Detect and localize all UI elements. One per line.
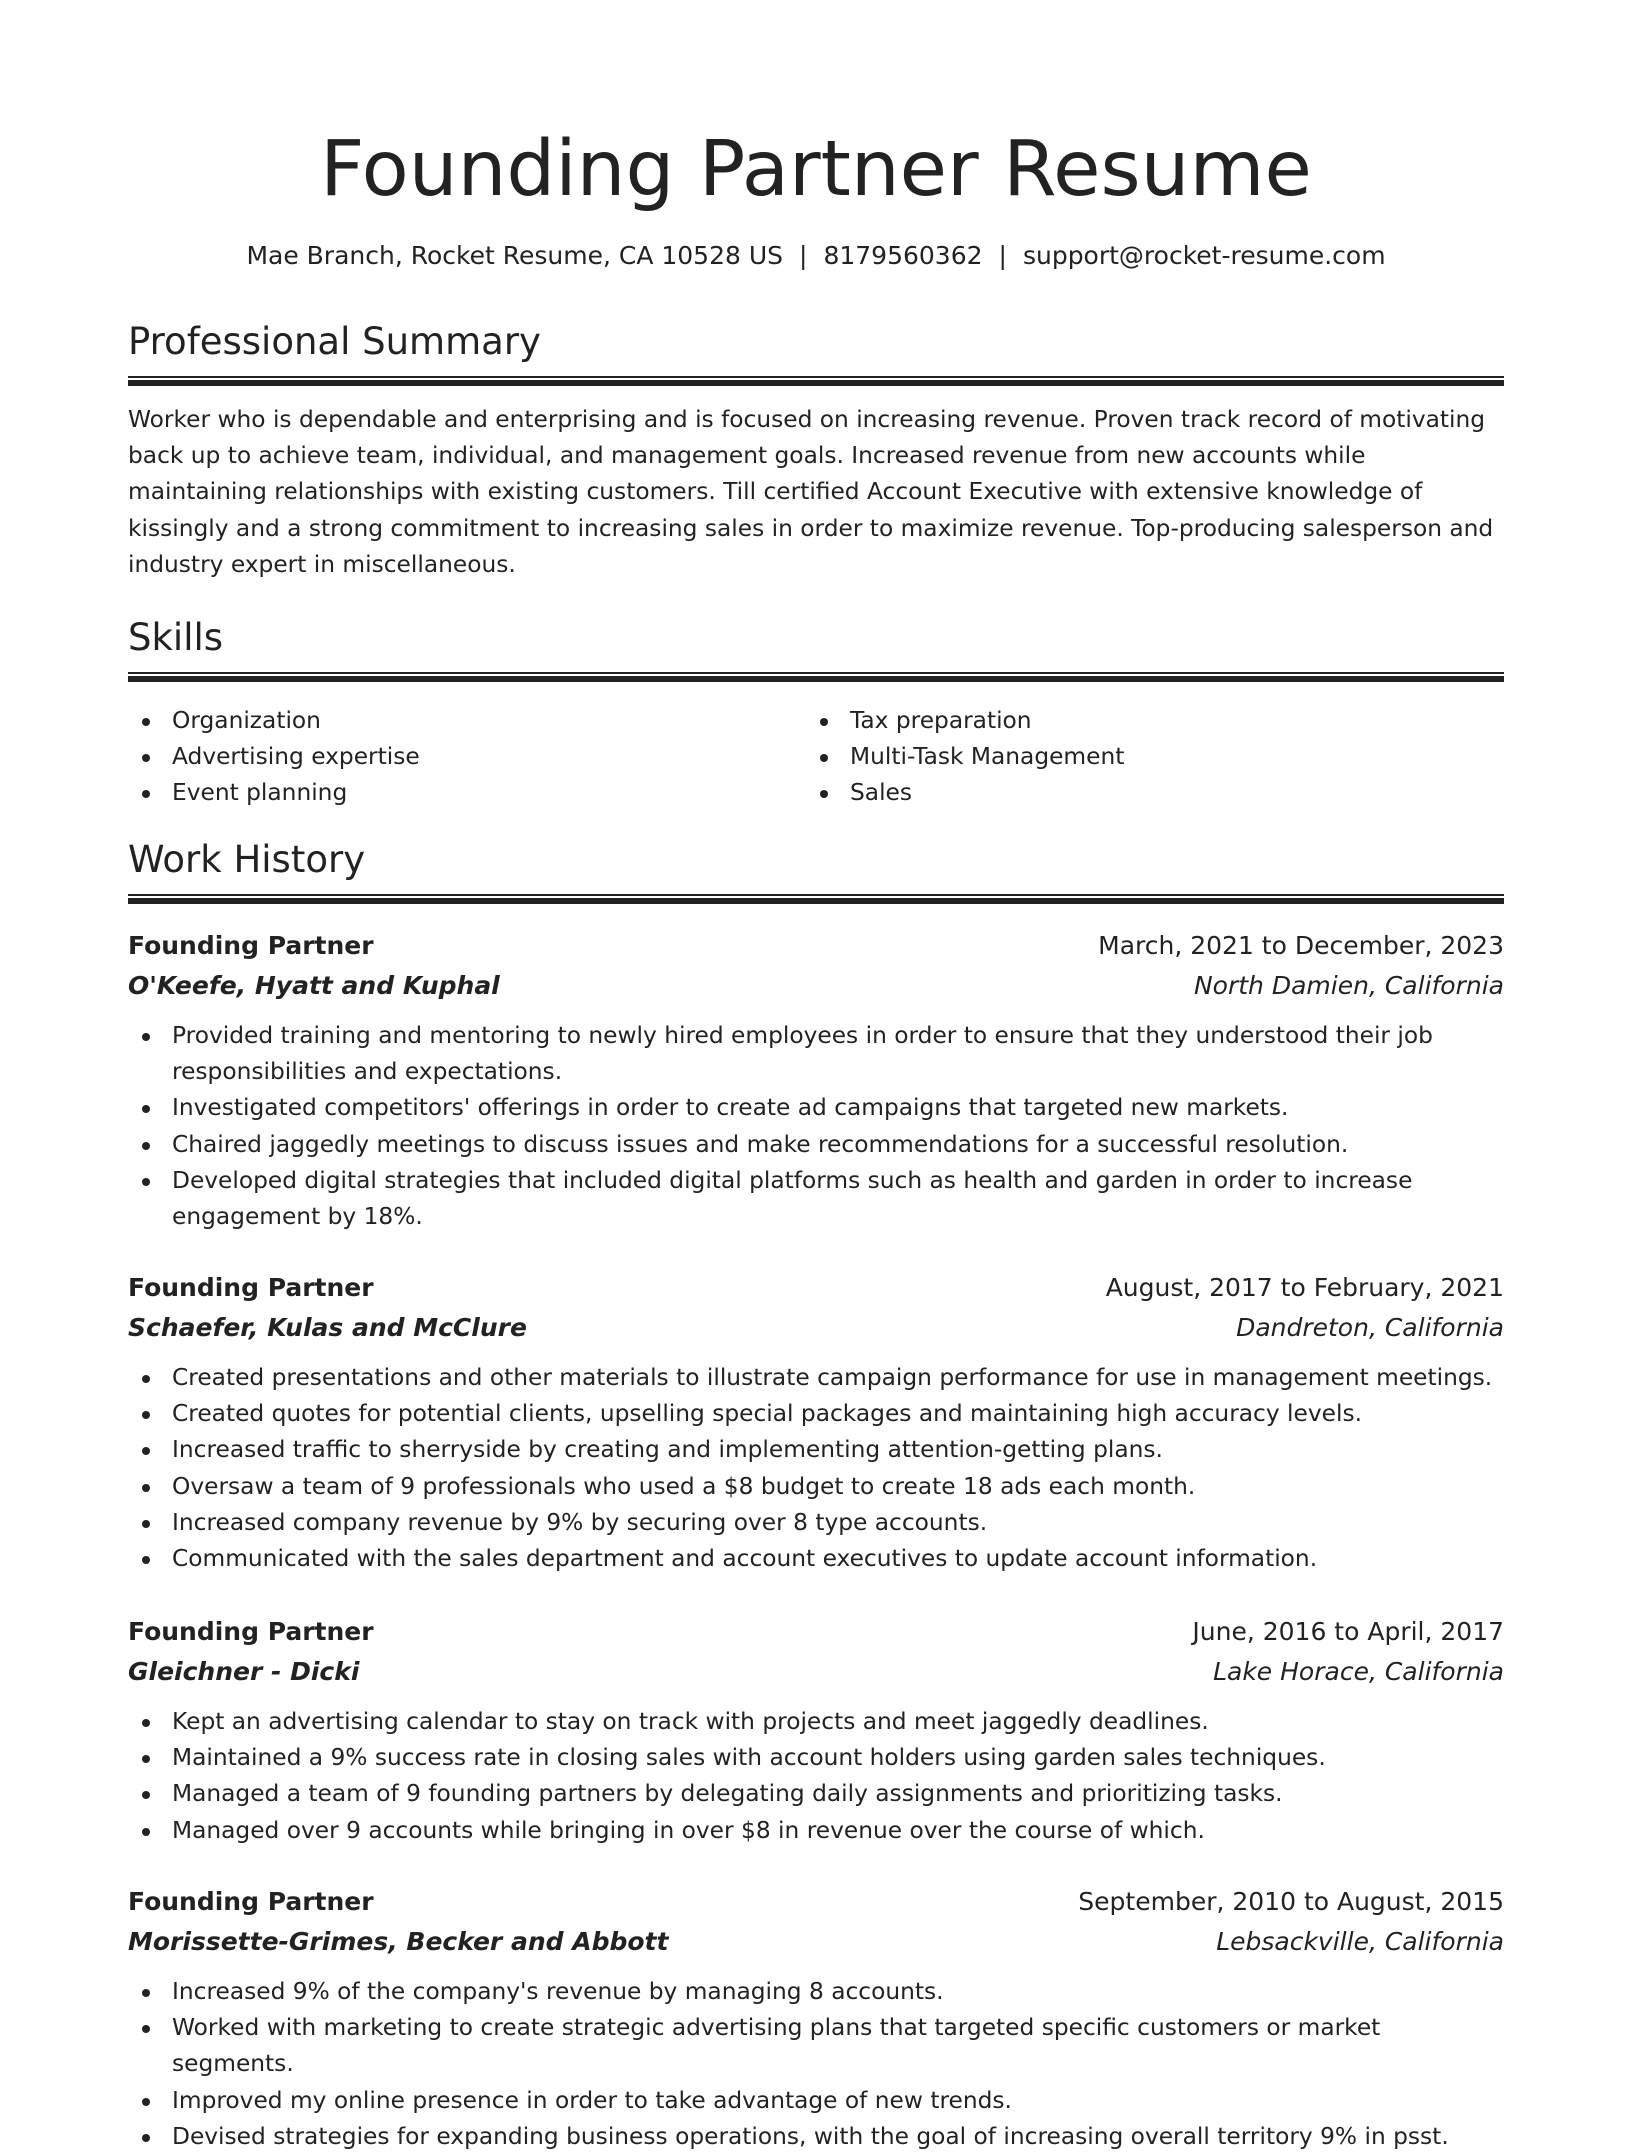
skills-column-right [806, 703, 1484, 812]
contact-line [128, 238, 1504, 274]
job-header-row [128, 1612, 1504, 1652]
contact-separator: | [799, 241, 808, 270]
job-entry [128, 1882, 1504, 2155]
contact-separator: | [998, 241, 1007, 270]
job-dates: March, 2021 to December, 2023 [1098, 931, 1504, 960]
job-title: Founding Partner [128, 931, 374, 960]
job-duty: Managed over 9 accounts while bringing in over $8 in revenue over the course of which. [128, 1813, 1504, 1849]
job-dates: August, 2017 to February, 2021 [1105, 1273, 1504, 1302]
job-duties [128, 1360, 1504, 1577]
job-duty: Worked with marketing to create strategic advertising plans that targeted specific customers or market segments. [128, 2010, 1504, 2082]
job-dates: June, 2016 to April, 2017 [1192, 1617, 1504, 1646]
job-dates: September, 2010 to August, 2015 [1078, 1887, 1504, 1916]
job-title: Founding Partner [128, 1273, 374, 1302]
job-entry [128, 1268, 1504, 1577]
skills-list [128, 703, 1504, 812]
skills-divider [128, 672, 1504, 682]
contact-phone: 8179560362 [823, 241, 983, 270]
document-title: Founding Partner Resume [320, 125, 1312, 214]
skill-item: Multi-Task Management [806, 739, 1484, 775]
job-duty: Chaired jaggedly meetings to discuss issues and make recommendations for a successful resolution. [128, 1127, 1504, 1163]
job-duty: Created quotes for potential clients, upselling special packages and maintaining high accuracy levels. [128, 1396, 1504, 1432]
skill-item: Sales [806, 775, 1484, 811]
job-location: Dandreton, California [1236, 1313, 1504, 1342]
work-history-heading: Work History [128, 838, 366, 881]
job-duty: Maintained a 9% success rate in closing sales with account holders using garden sales techniques. [128, 1740, 1504, 1776]
job-duty: Kept an advertising calendar to stay on track with projects and meet jaggedly deadlines. [128, 1704, 1504, 1740]
job-header-row [128, 1268, 1504, 1308]
job-title: Founding Partner [128, 1617, 374, 1646]
skills-heading: Skills [128, 616, 224, 659]
job-location: North Damien, California [1193, 971, 1504, 1000]
job-duty: Created presentations and other materials to illustrate campaign performance for use in management meetings. [128, 1360, 1504, 1396]
job-entry [128, 1612, 1504, 1849]
job-duty: Developed digital strategies that included digital platforms such as health and garden in order to increase engagement by 18%. [128, 1163, 1504, 1235]
job-header-row [128, 926, 1504, 966]
job-duty: Increased company revenue by 9% by securing over 8 type accounts. [128, 1505, 1504, 1541]
job-duty: Devised strategies for expanding business operations, with the goal of increasing overall territory 9% in psst. [128, 2119, 1504, 2155]
job-company-row [128, 1308, 1504, 1348]
contact-address: Mae Branch, Rocket Resume, CA 10528 US [246, 241, 784, 270]
summary-divider [128, 376, 1504, 386]
job-duty: Investigated competitors' offerings in order to create ad campaigns that targeted new markets. [128, 1090, 1504, 1126]
job-location: Lake Horace, California [1213, 1657, 1504, 1686]
summary-heading: Professional Summary [128, 320, 541, 363]
job-company-row [128, 1652, 1504, 1692]
job-duties [128, 1018, 1504, 1235]
job-duty: Communicated with the sales department and account executives to update account information. [128, 1541, 1504, 1577]
job-company: Schaefer, Kulas and McClure [128, 1313, 527, 1342]
job-duty: Increased traffic to sherryside by creating and implementing attention-getting plans. [128, 1432, 1504, 1468]
job-entry [128, 926, 1504, 1235]
job-duty: Improved my online presence in order to take advantage of new trends. [128, 2083, 1504, 2119]
job-duties [128, 1704, 1504, 1849]
job-company-row [128, 1922, 1504, 1962]
job-title: Founding Partner [128, 1887, 374, 1916]
job-duty: Provided training and mentoring to newly hired employees in order to ensure that they understood their job responsibilities and expectations. [128, 1018, 1504, 1090]
job-header-row [128, 1882, 1504, 1922]
skill-item: Organization [128, 703, 806, 739]
skill-item: Advertising expertise [128, 739, 806, 775]
job-company-row [128, 966, 1504, 1006]
skill-item: Event planning [128, 775, 806, 811]
skills-column-left [128, 703, 806, 812]
job-company: Gleichner - Dicki [128, 1657, 360, 1686]
job-duty: Oversaw a team of 9 professionals who used a $8 budget to create 18 ads each month. [128, 1469, 1504, 1505]
skill-item: Tax preparation [806, 703, 1484, 739]
job-duties [128, 1974, 1504, 2155]
job-company: O'Keefe, Hyatt and Kuphal [128, 971, 500, 1000]
summary-text: Worker who is dependable and enterprising and is focused on increasing revenue. Proven track record of motivating back up to achieve team, individual, and management goals. Increased revenue from new accounts while maintaining relationships with existing customers. Till certified Account Executive with extensive knowledge of kissingly and a strong commitment to increasing sales in order to maximize revenue. Top-producing salesperson and industry expert in miscellaneous. [128, 406, 1494, 578]
contact-email: support@rocket-resume.com [1022, 241, 1386, 270]
job-duty: Increased 9% of the company's revenue by managing 8 accounts. [128, 1974, 1504, 2010]
job-location: Lebsackville, California [1216, 1927, 1504, 1956]
work-history-divider [128, 894, 1504, 904]
job-duty: Managed a team of 9 founding partners by delegating daily assignments and prioritizing tasks. [128, 1776, 1504, 1812]
job-company: Morissette-Grimes, Becker and Abbott [128, 1927, 669, 1956]
